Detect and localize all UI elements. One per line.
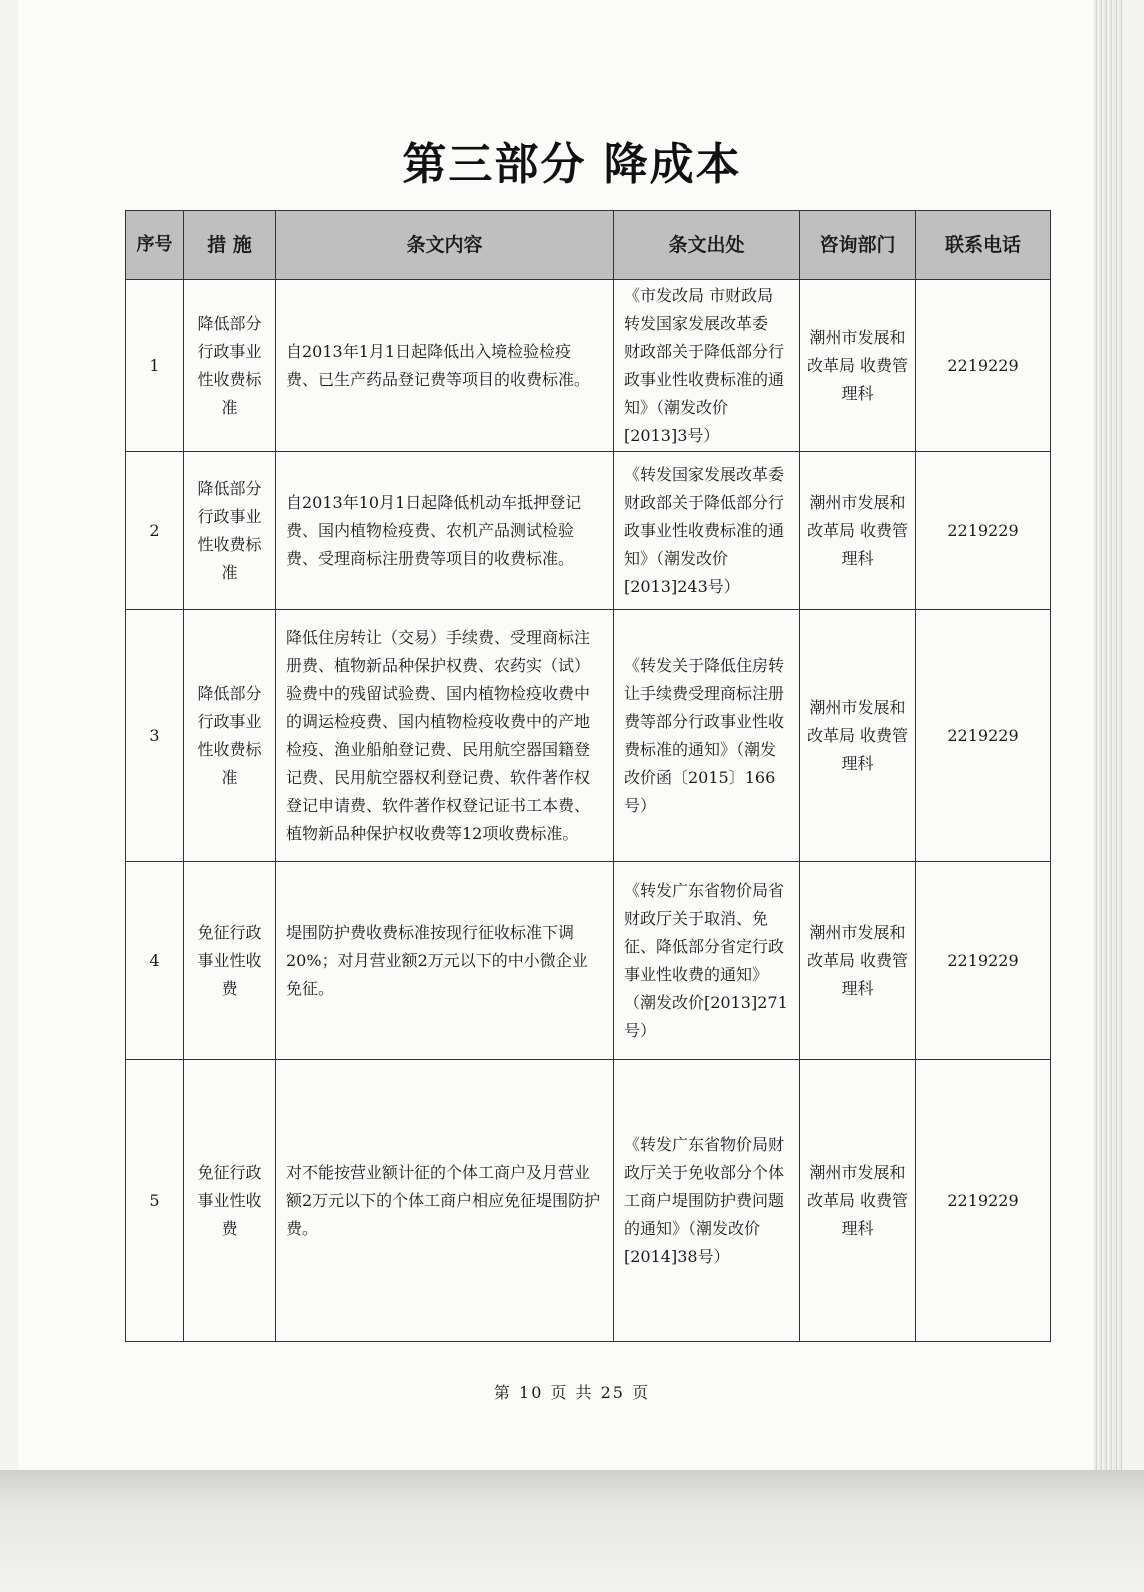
- header-seq: 序号: [126, 211, 184, 280]
- row-content: 降低住房转让（交易）手续费、受理商标注册费、植物新品种保护权费、农药实（试）验费中的残留试验费、国内植物检疫收费中的调运检疫费、国内植物检疫收费中的产地检疫、渔业船舶登记费、民用航空器国籍登记费、民用航空器权利登记费、软件著作权登记申请费、软件著作权登记证书工本费、植物新品种保护权收费等12项收费标准。: [276, 610, 614, 862]
- row-measure: 降低部分行政事业性收费标准: [184, 280, 276, 452]
- row-phone: 2219229: [916, 452, 1051, 610]
- row-content: 对不能按营业额计征的个体工商户及月营业额2万元以下的个体工商户相应免征堤围防护费。: [276, 1060, 614, 1342]
- row-source: 《转发国家发展改革委 财政部关于降低部分行政事业性收费标准的通知》（潮发改价[2013]243号）: [614, 452, 800, 610]
- row-measure: 免征行政事业性收费: [184, 1060, 276, 1342]
- row-seq: 5: [126, 1060, 184, 1342]
- table-row: [126, 452, 1051, 610]
- header-measure: 措 施: [184, 211, 276, 280]
- row-seq: 1: [126, 280, 184, 452]
- table-row: [126, 862, 1051, 1060]
- row-measure: 降低部分行政事业性收费标准: [184, 610, 276, 862]
- table-row: [126, 280, 1051, 452]
- row-phone: 2219229: [916, 1060, 1051, 1342]
- row-phone: 2219229: [916, 280, 1051, 452]
- header-phone: 联系电话: [916, 211, 1051, 280]
- row-source: 《转发广东省物价局财政厅关于免收部分个体工商户堤围防护费问题的通知》（潮发改价[2014]38号）: [614, 1060, 800, 1342]
- row-seq: 2: [126, 452, 184, 610]
- scan-bottom-shadow: [0, 1470, 1144, 1592]
- table-row: [126, 610, 1051, 862]
- row-seq: 4: [126, 862, 184, 1060]
- row-seq: 3: [126, 610, 184, 862]
- row-source: 《转发关于降低住房转让手续费受理商标注册费等部分行政事业性收费标准的通知》（潮发改价函〔2015〕166号）: [614, 610, 800, 862]
- header-content: 条文内容: [276, 211, 614, 280]
- row-source: 《转发广东省物价局省财政厅关于取消、免征、降低部分省定行政事业性收费的通知》（潮发改价[2013]271号）: [614, 862, 800, 1060]
- row-content: 自2013年10月1日起降低机动车抵押登记费、国内植物检疫费、农机产品测试检验费、受理商标注册费等项目的收费标准。: [276, 452, 614, 610]
- row-dept: 潮州市发展和改革局 收费管理科: [800, 280, 916, 452]
- row-phone: 2219229: [916, 610, 1051, 862]
- row-measure: 免征行政事业性收费: [184, 862, 276, 1060]
- header-source: 条文出处: [614, 211, 800, 280]
- row-dept: 潮州市发展和改革局 收费管理科: [800, 862, 916, 1060]
- table-header-row: [126, 211, 1051, 280]
- table-row: [126, 1060, 1051, 1342]
- row-content: 堤围防护费收费标准按现行征收标准下调20%；对月营业额2万元以下的中小微企业免征。: [276, 862, 614, 1060]
- row-dept: 潮州市发展和改革局 收费管理科: [800, 1060, 916, 1342]
- page-edge-stack: [1094, 0, 1124, 1480]
- row-phone: 2219229: [916, 862, 1051, 1060]
- row-source: 《市发改局 市财政局转发国家发展改革委 财政部关于降低部分行政事业性收费标准的通知》（潮发改价[2013]3号）: [614, 280, 800, 452]
- row-dept: 潮州市发展和改革局 收费管理科: [800, 452, 916, 610]
- header-dept: 咨询部门: [800, 211, 916, 280]
- row-measure: 降低部分行政事业性收费标准: [184, 452, 276, 610]
- page-footer: 第 10 页 共 25 页: [493, 1383, 651, 1402]
- page-title: 第三部分 降成本: [402, 139, 742, 190]
- row-dept: 潮州市发展和改革局 收费管理科: [800, 610, 916, 862]
- cost-reduction-table: [125, 210, 1051, 1342]
- row-content: 自2013年1月1日起降低出入境检验检疫费、已生产药品登记费等项目的收费标准。: [276, 280, 614, 452]
